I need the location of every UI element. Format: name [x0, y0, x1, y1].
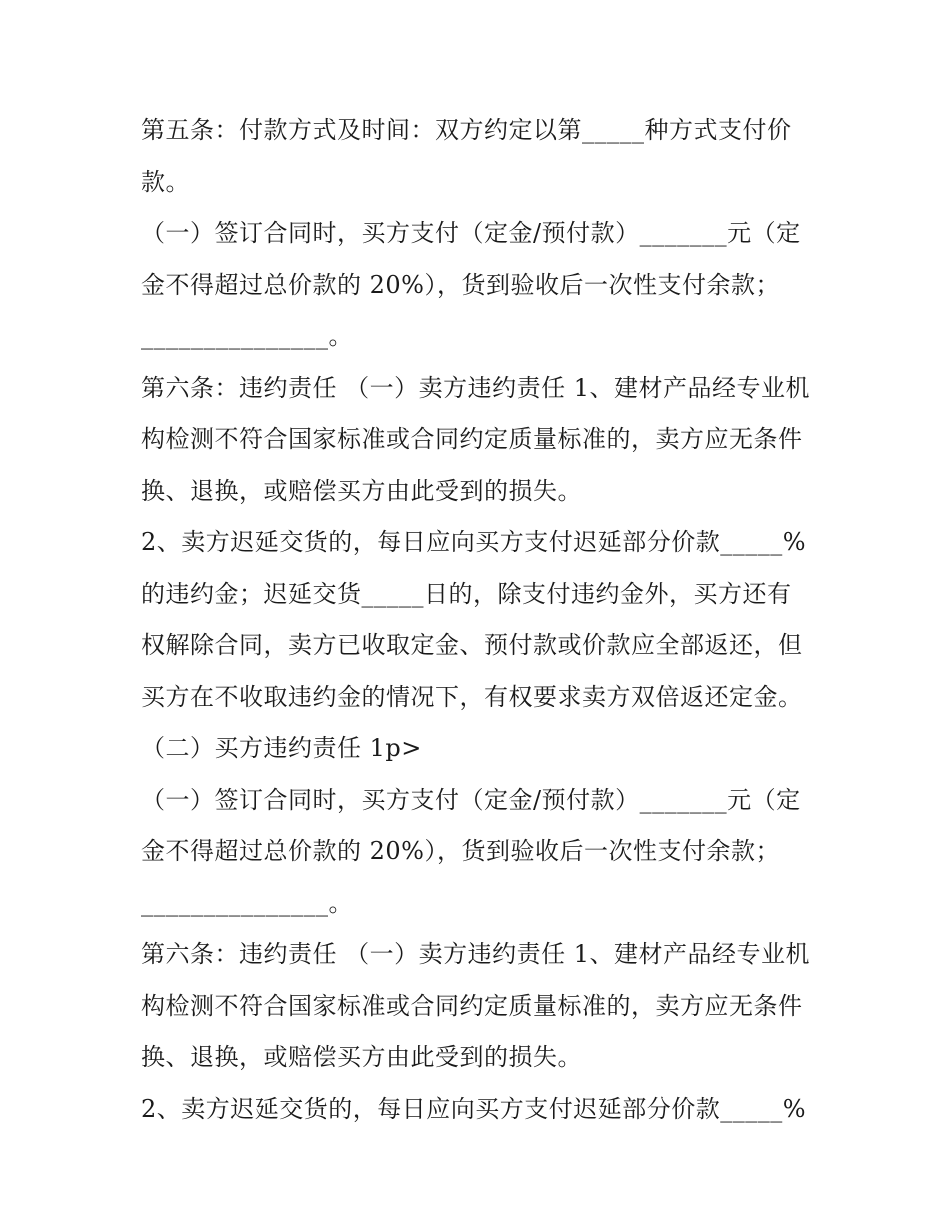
text-line: 权解除合同，卖方已收取定金、预付款或价款应全部返还，但	[141, 631, 803, 659]
text-line: 换、退换，或赔偿买方由此受到的损失。	[141, 1043, 582, 1071]
text-line: _______________。	[141, 888, 353, 917]
text-line: （二）买方违约责任 1p>	[141, 734, 422, 762]
text-line: 第六条：违约责任 （一）卖方违约责任 1、建材产品经专业机	[141, 940, 811, 968]
text-line: 构检测不符合国家标准或合同约定质量标准的，卖方应无条件	[141, 991, 803, 1020]
text-line: （一）签订合同时，买方支付（定金/预付款）_______元（定	[141, 785, 801, 814]
text-line: 第六条：违约责任 （一）卖方违约责任 1、建材产品经专业机	[141, 373, 811, 402]
text-line: 买方在不收取违约金的情况下，有权要求卖方双倍返还定金。	[141, 682, 803, 711]
document-body	[141, 105, 821, 1135]
text-line: _______________。	[141, 322, 353, 350]
text-line: 金不得超过总价款的 20%），货到验收后一次性支付余款；	[141, 837, 780, 865]
text-line: 款。	[141, 167, 190, 196]
text-line: （一）签订合同时，买方支付（定金/预付款）_______元（定	[141, 219, 801, 247]
text-line: 第五条：付款方式及时间：双方约定以第_____种方式支付价	[141, 116, 792, 144]
text-line: 换、退换，或赔偿买方由此受到的损失。	[141, 476, 582, 505]
text-line: 构检测不符合国家标准或合同约定质量标准的，卖方应无条件	[141, 425, 803, 453]
text-line: 2、卖方迟延交货的，每日应向买方支付迟延部分价款_____%	[141, 1094, 807, 1123]
text-line: 2、卖方迟延交货的，每日应向买方支付迟延部分价款_____%	[141, 528, 807, 556]
text-line: 金不得超过总价款的 20%），货到验收后一次性支付余款；	[141, 270, 780, 299]
text-line: 的违约金；迟延交货_____日的，除支付违约金外，买方还有	[141, 579, 792, 608]
